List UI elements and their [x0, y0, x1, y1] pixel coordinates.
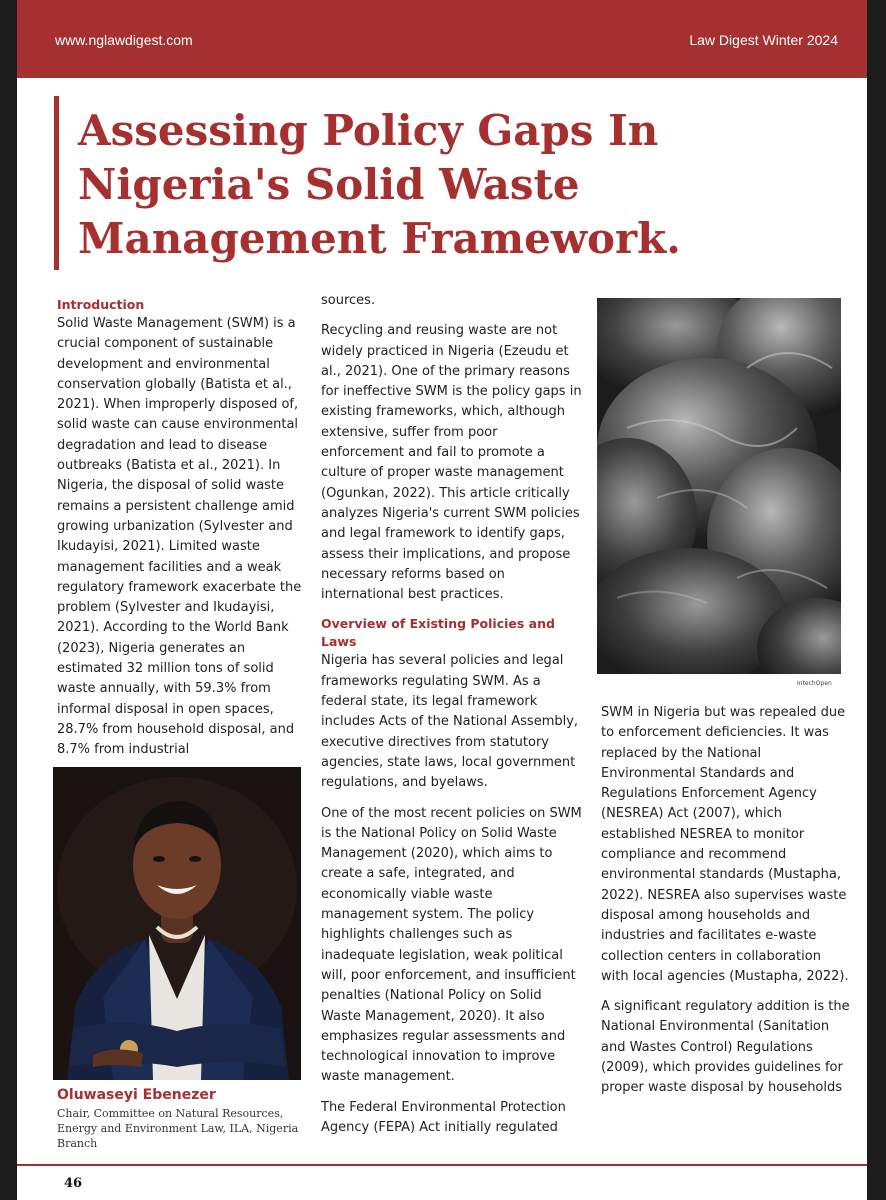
- issue-label: Law Digest Winter 2024: [689, 32, 838, 48]
- fepa-paragraph: The Federal Environmental Protection Agency (FEPA) Act initially regulated: [321, 1099, 566, 1135]
- footer-rule: [17, 1164, 867, 1166]
- national-policy-paragraph: One of the most recent policies on SWM is the National Policy on Solid Waste Management (2020), which aims to create a safe, integrated, and economically viable waste management system. The policy highlights challenges such as inadequate legislation, weak political will, poor enforcement, and insufficient penalties (National Policy on Solid Waste Management, 2020). It also emphasizes regular assessments and technological innovation to improve waste management.: [321, 805, 582, 1085]
- magazine-page: [17, 0, 867, 1200]
- continuation-text: sources.: [321, 293, 376, 308]
- garbage-bags-image: [597, 298, 841, 674]
- author-photo: [53, 767, 301, 1080]
- garbage-bags-illustration: [597, 298, 841, 674]
- nesrea-paragraph: SWM in Nigeria but was repealed due to enforcement deficiencies. It was replaced by the National Environmental Standards and Regulations Enforcement Agency (NESREA) Act (2007), which established NESREA to monitor compliance and recommend environmental standards (Mustapha, 2022). NESREA also supervises waste disposal among households and industries and facilitates e-waste collection centers in collaboration with local agencies (Mustapha, 2022).: [601, 705, 849, 984]
- title-accent-bar: [54, 96, 59, 270]
- column-3: [601, 703, 851, 1099]
- column-2: [321, 291, 583, 1138]
- author-name: Oluwaseyi Ebenezer: [57, 1087, 216, 1103]
- image-credit: IntechOpen: [797, 680, 832, 687]
- recycling-paragraph: Recycling and reusing waste are not widely practiced in Nigeria (Ezeudu et al., 2021). One of the primary reasons for ineffective SWM is the policy gaps in existing frameworks, which, although extensive, suffer from poor enforcement and fail to promote a culture of proper waste management (Ogunkan, 2022). This article critically analyzes Nigeria's current SWM policies and legal framework to identify gaps, assess their implications, and propose necessary reforms based on international best practices.: [321, 323, 582, 603]
- page-number: 46: [64, 1176, 83, 1191]
- article-title: Assessing Policy Gaps In Nigeria's Solid Waste Management Framework.: [78, 106, 681, 263]
- author-role: Chair, Committee on Natural Resources, Energy and Environment Law, ILA, Nigeria Branch: [57, 1107, 299, 1150]
- introduction-paragraph: Solid Waste Management (SWM) is a crucial component of sustainable development and environmental conservation globally (Batista et al., 2021). When improperly disposed of, solid waste can cause environmental degradation and lead to disease outbreaks (Batista et al., 2021). In Nigeria, the disposal of solid waste remains a persistent challenge amid growing urbanization (Sylvester and Ikudayisi, 2021). Limited waste management facilities and a weak regulatory framework exacerbate the problem (Sylvester and Ikudayisi, 2021). According to the World Bank (2023), Nigeria generates an estimated 32 million tons of solid waste annually, with 59.3% from informal disposal in open spaces, 28.7% from household disposal, and 8.7% from industrial: [57, 316, 302, 758]
- column-1: [57, 296, 309, 761]
- introduction-heading: Introduction: [57, 297, 145, 312]
- author-portrait-illustration: [53, 767, 301, 1080]
- header-band: [17, 0, 867, 78]
- overview-paragraph: Nigeria has several policies and legal frameworks regulating SWM. As a federal state, its legal framework includes Acts of the National Assembly, executive directives from statutory agencies, state laws, local government regulations, and byelaws.: [321, 653, 579, 791]
- overview-heading: Overview of Existing Policies and Laws: [321, 616, 555, 650]
- regulations-paragraph: A significant regulatory addition is the National Environmental (Sanitation and Wastes Control) Regulations (2009), which provides guidelines for proper waste disposal by households: [601, 999, 850, 1096]
- website-link[interactable]: www.nglawdigest.com: [55, 32, 193, 48]
